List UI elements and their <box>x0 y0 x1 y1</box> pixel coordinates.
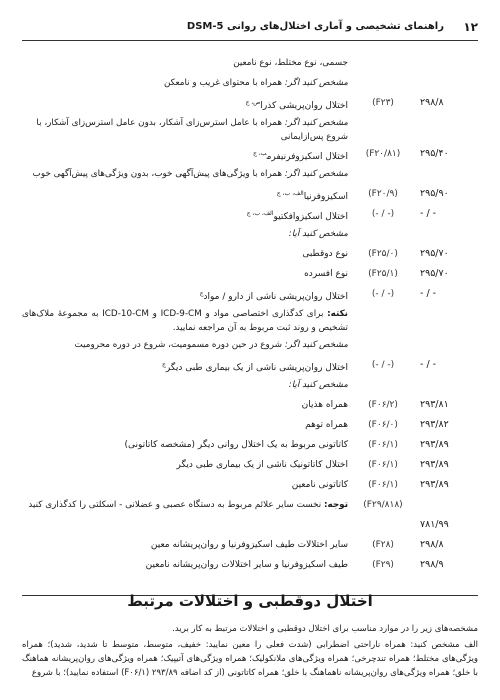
code-entry <box>22 418 468 435</box>
entry-body: نوع دوقطبی <box>302 249 348 259</box>
icd-code: (F۲۳) <box>372 98 394 108</box>
code-entry <box>22 518 468 535</box>
dsm-code: - / - <box>420 288 437 299</box>
entry-body: نوع افسرده <box>304 269 348 279</box>
body-paragraph: مشخصه‌های زیر را در موارد مناسب برای اختلال دوقطبی و اختلالات مرتبط به کار برید. <box>172 624 478 634</box>
specifier-row <box>22 167 468 184</box>
icd-code: (- / -) <box>371 209 395 219</box>
icd-code: (F۰۶/۱) <box>368 480 398 490</box>
code-entry <box>22 207 468 224</box>
dsm-code: ۲۹۵/۹۰ <box>420 188 449 199</box>
specifier-row <box>22 227 468 244</box>
entry-body: شروع در حین دوره مسمومیت، شروع در دوره محرومیت <box>74 340 283 350</box>
note-row <box>22 307 468 335</box>
code-entry <box>22 147 468 164</box>
dsm-code: ۲۹۸/۸ <box>420 539 444 550</box>
section-body <box>22 622 478 682</box>
icd-code: (- / -) <box>371 289 395 299</box>
specifier-row <box>22 378 468 395</box>
icd-code: (F۲۹) <box>372 560 394 570</box>
footnote-marker: ب، ج <box>252 150 267 157</box>
entry-body: برای کدگذاری اختصاصی مواد و ICD-9-CM و ICD-10-CM به مجموعهٔ ملاک‌های تشخیص و روند ثبت مربوط به آن مراجعه نمایید. <box>22 309 348 333</box>
entry-text <box>22 227 348 241</box>
code-entry <box>22 398 468 415</box>
code-entry <box>22 558 468 575</box>
code-entry <box>22 287 468 304</box>
entry-body: همراه با عامل استرس‌زای آشکار، بدون عامل استرس‌زای آشکار، با شروع پس‌ازایمانی <box>36 118 348 142</box>
entry-body: اسکیزوفرنیا <box>303 192 348 202</box>
entry-text <box>22 378 348 392</box>
icd-code: (F۰۶/۰) <box>368 420 398 430</box>
section-title: اختلال دوقطبی و اختلالات مرتبط <box>127 592 373 610</box>
dsm-code: ۷۸۱/۹۹ <box>420 519 449 530</box>
note-row <box>22 498 468 515</box>
entry-body: طیف اسکیزوفرنیا و سایر اختلالات روان‌پریشانه نامعین <box>145 560 348 570</box>
dsm-code: ۲۹۵/۴۰ <box>420 148 449 159</box>
footnote-marker: الف، ب، ج <box>246 210 274 217</box>
code-entry <box>22 267 468 284</box>
entry-body: همراه با ویژگی‌های پیش‌آگهی خوب، بدون ویژگی‌های پیش‌آگهی خوب <box>32 169 283 179</box>
entry-text <box>22 56 348 70</box>
specifier-row <box>22 76 468 93</box>
dsm-code: - / - <box>420 359 437 370</box>
entry-body: سایر اختلالات طیف اسکیزوفرنیا و روان‌پریشانه معین <box>150 540 348 550</box>
entry-body: اختلال کاتاتونیک ناشی از یک بیماری طبی دیگر <box>176 460 348 470</box>
dsm-code: ۲۹۳/۸۲ <box>420 419 449 430</box>
entry-text <box>22 458 348 472</box>
dsm-code: - / - <box>420 208 437 219</box>
icd-code: (F۲۵/۱) <box>368 269 398 279</box>
entry-body: اختلال اسکیزوفرنیفرم <box>266 152 348 162</box>
entry-body: اختلال روان‌پریشی کذرا <box>260 101 348 111</box>
icd-code: (F۲۰/۹) <box>368 189 398 199</box>
code-list <box>22 56 468 578</box>
entry-text <box>22 338 348 352</box>
entry-body: نخست سایر علائم مربوط به دستگاه عصبی و عضلانی - اسکلتی را کدگذاری کنید <box>28 500 322 510</box>
body-paragraph: الف مشخص کنید: همراه ناراحتی اضطرابی (شدت فعلی را معین نمایید: خفیف، متوسط، متوسط تا شدید، شدید)؛ همراه ویژگی‌های مختلط؛ همراه تندچرخی؛ همراه ویژگی‌های ملانکولیک؛ همراه ویژگی‌های آتیپیک؛ همراه ویژگی‌های روان‌پریشانه هماهنگ با خلق؛ همراه ویژگی‌های روان‌پریشانه ناهماهنگ با خلق؛ همراه کاتاتونی (از کد اضافه ۲۹۳/۸۹ (F۰۶/۱) استفاده نمایید)؛ با شروع <box>22 640 478 678</box>
entry-text <box>22 478 348 492</box>
code-entry <box>22 538 468 555</box>
entry-text <box>22 287 348 304</box>
entry-text <box>22 76 348 90</box>
dsm-code: ۲۹۳/۸۹ <box>420 459 449 470</box>
specifier-row <box>22 116 468 144</box>
entry-label: نکته: <box>327 309 348 319</box>
icd-code: (- / -) <box>371 360 395 370</box>
entry-label: مشخص کنید آیا: <box>288 229 348 239</box>
icd-code: (F۲۹/۸۱۸) <box>363 500 403 510</box>
entry-label: مشخص کنید آیا: <box>288 380 348 390</box>
code-entry <box>22 478 468 495</box>
running-title: راهنمای تشخیصی و آماری اختلال‌های روانی DSM-5 <box>186 21 444 32</box>
entry-text <box>22 307 468 335</box>
entry-label: توجه: <box>323 500 348 510</box>
code-entry <box>22 358 468 375</box>
entry-text <box>22 538 348 552</box>
entry-label: مشخص کنید اگر: <box>284 340 348 350</box>
dsm-code: ۲۹۳/۸۹ <box>420 439 449 450</box>
entry-text <box>22 267 348 281</box>
entry-body: اختلال روان‌پریشی ناشی از دارو / مواد <box>203 292 348 302</box>
icd-code: (F۰۶/۱) <box>368 460 398 470</box>
entry-text <box>22 96 348 113</box>
dsm-code: ۲۹۳/۸۱ <box>420 399 449 410</box>
entry-body: اختلال اسکیزوافکتیو <box>273 212 348 222</box>
entry-text <box>22 187 348 204</box>
entry-body: کاتاتونی مربوط به یک اختلال روانی دیگر (مشخصه کاتاتونی) <box>124 440 348 450</box>
icd-code: (F۲۵/۰) <box>368 249 398 259</box>
entry-text <box>22 438 348 452</box>
entry-text <box>22 558 348 572</box>
entry-text <box>22 147 348 164</box>
entry-text <box>22 207 348 224</box>
footnote-marker: ج <box>162 361 166 368</box>
code-entry <box>22 458 468 475</box>
code-entry <box>22 438 468 455</box>
entry-label: مشخص کنید اگر: <box>284 169 348 179</box>
footnote-marker: الف، ب، ج <box>276 190 304 197</box>
code-entry <box>22 187 468 204</box>
dsm-code: ۲۹۵/۷۰ <box>420 248 449 259</box>
entry-text <box>22 418 348 432</box>
entry-body: همراه توهم <box>305 420 348 430</box>
entry-label: مشخص کنید اگر: <box>284 118 348 128</box>
entry-body: کاتاتونی نامعین <box>291 480 348 490</box>
code-entry <box>22 96 468 113</box>
entry-body: همراه هذیان <box>301 400 348 410</box>
dsm-code: ۲۹۸/۸ <box>420 97 444 108</box>
icd-code: (F۲۸) <box>372 540 394 550</box>
dsm-code: ۲۹۵/۷۰ <box>420 268 449 279</box>
dsm-code: ۲۹۳/۸۹ <box>420 479 449 490</box>
specifier-row <box>22 338 468 355</box>
entry-text <box>22 167 348 181</box>
footnote-marker: ج <box>199 290 204 297</box>
footnote-marker: ص، ج <box>245 99 261 106</box>
header-divider <box>22 40 478 41</box>
page-number: ۱۲ <box>463 20 478 34</box>
entry-label: مشخص کنید اگر: <box>284 78 348 88</box>
entry-body: جسمی، نوع مختلط، نوع نامعین <box>233 58 348 68</box>
code-entry <box>22 247 468 264</box>
entry-body: اختلال روان‌پریشی ناشی از یک بیماری طبی دیگر <box>165 363 348 373</box>
entry-body: همراه با محتوای غریب و نامعکن <box>163 78 283 88</box>
entry-text <box>22 398 348 412</box>
specifier-row <box>22 56 468 73</box>
entry-text <box>22 247 348 261</box>
icd-code: (F۲۰/۸۱) <box>365 149 401 159</box>
dsm-code: ۲۹۸/۹ <box>420 559 444 570</box>
entry-text <box>22 116 348 144</box>
icd-code: (F۰۶/۱) <box>368 440 398 450</box>
icd-code: (F۰۶/۲) <box>368 400 398 410</box>
entry-text <box>22 358 348 375</box>
page-header <box>22 20 478 38</box>
